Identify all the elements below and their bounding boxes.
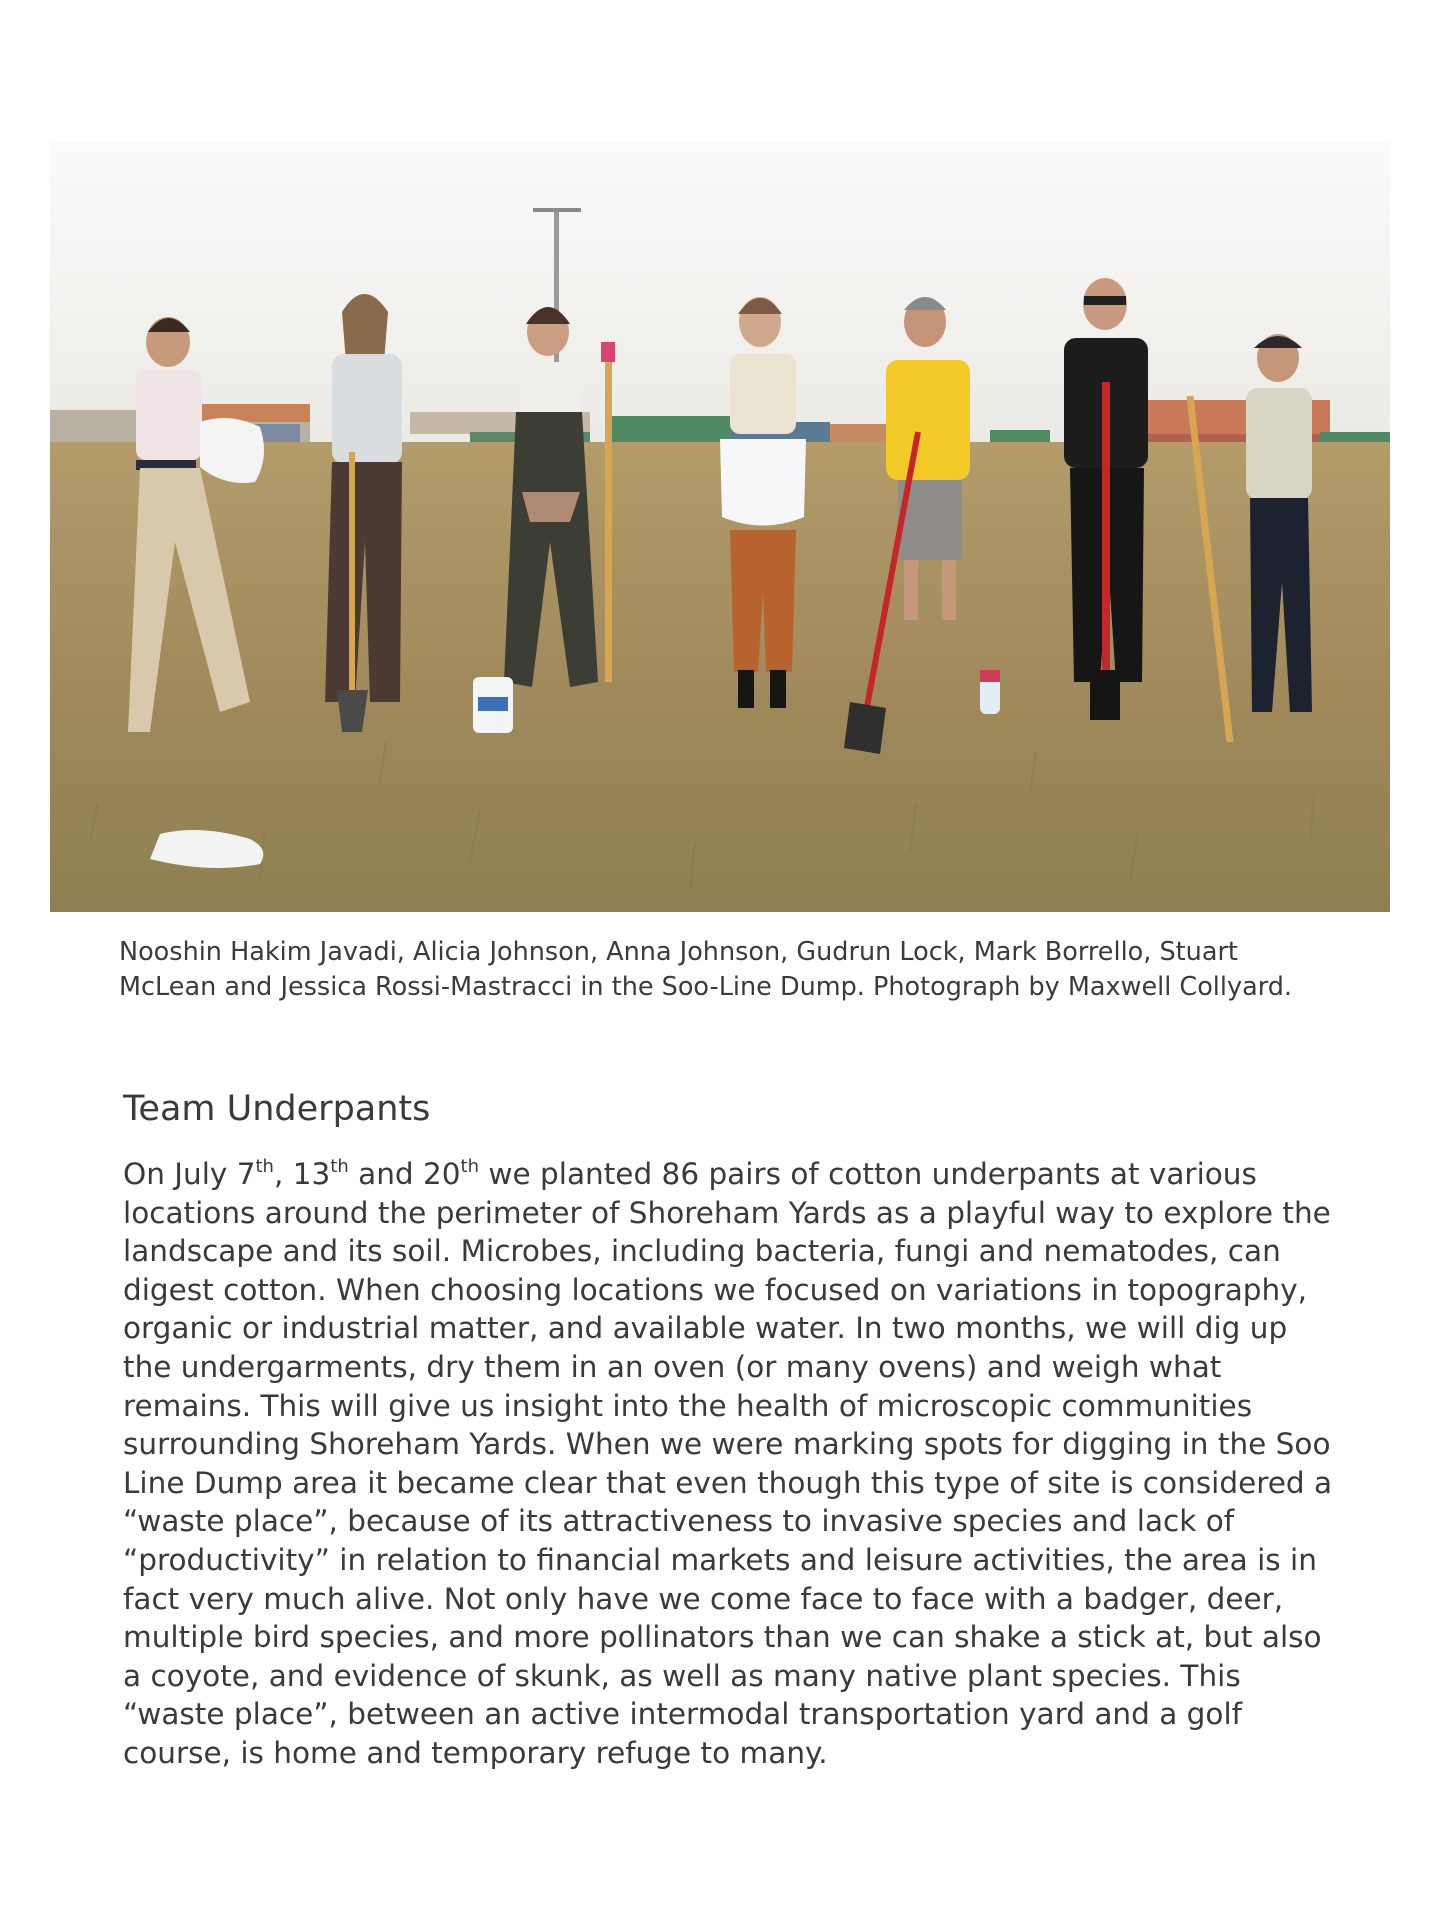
- ordinal-suffix-7: th: [255, 1156, 274, 1177]
- body-intro: On July 7: [123, 1157, 256, 1191]
- caption-line-2: McLean and Jessica Rossi-Mastracci in the Soo-Line Dump. Photograph by Maxwell Collyard.: [119, 972, 1293, 1002]
- field-photo-illustration: [50, 142, 1390, 912]
- ordinal-suffix-20: th: [460, 1156, 479, 1177]
- person-6: [1064, 278, 1148, 720]
- photo-caption: [119, 935, 1349, 1005]
- body-date-13: , 13: [273, 1157, 331, 1191]
- field-photo: [50, 142, 1390, 912]
- article-title: Team Underpants: [123, 1089, 431, 1129]
- body-text-main: we planted 86 pairs of cotton underpants at various locations around the perimeter of Shoreham Yards as a playful way to explore the landscape and its soil. Microbes, including bacteria, fungi and nematodes, can digest cotton. When choosing locations we focused on variations in topography, organic or industrial matter, and available water. In two months, we will dig up the undergarments, dry them in an oven (or many ovens) and weigh what remains. This will give us insight into the health of microscopic communities surrounding Shoreham Yards. When we were marking spots for digging in the Soo Line Dump area it became clear that even though this type of site is considered a “waste place”, because of its attractiveness to invasive species and lack of “productivity” in relation to financial markets and leisure activities, the area is in fact very much alive. Not only have we come face to face with a badger, deer, multiple bird species, and more pollinators than we can shake a stick at, but also a coyote, and evidence of skunk, as well as many native plant species. This “waste place”, between an active intermodal transportation yard and a golf course, is home and temporary refuge to many.: [123, 1157, 1333, 1770]
- ordinal-suffix-13: th: [330, 1156, 349, 1177]
- article-body: [123, 1155, 1338, 1773]
- caption-line-1: Nooshin Hakim Javadi, Alicia Johnson, Anna Johnson, Gudrun Lock, Mark Borrello, Stuart: [119, 937, 1238, 967]
- body-date-20: and 20: [348, 1157, 461, 1191]
